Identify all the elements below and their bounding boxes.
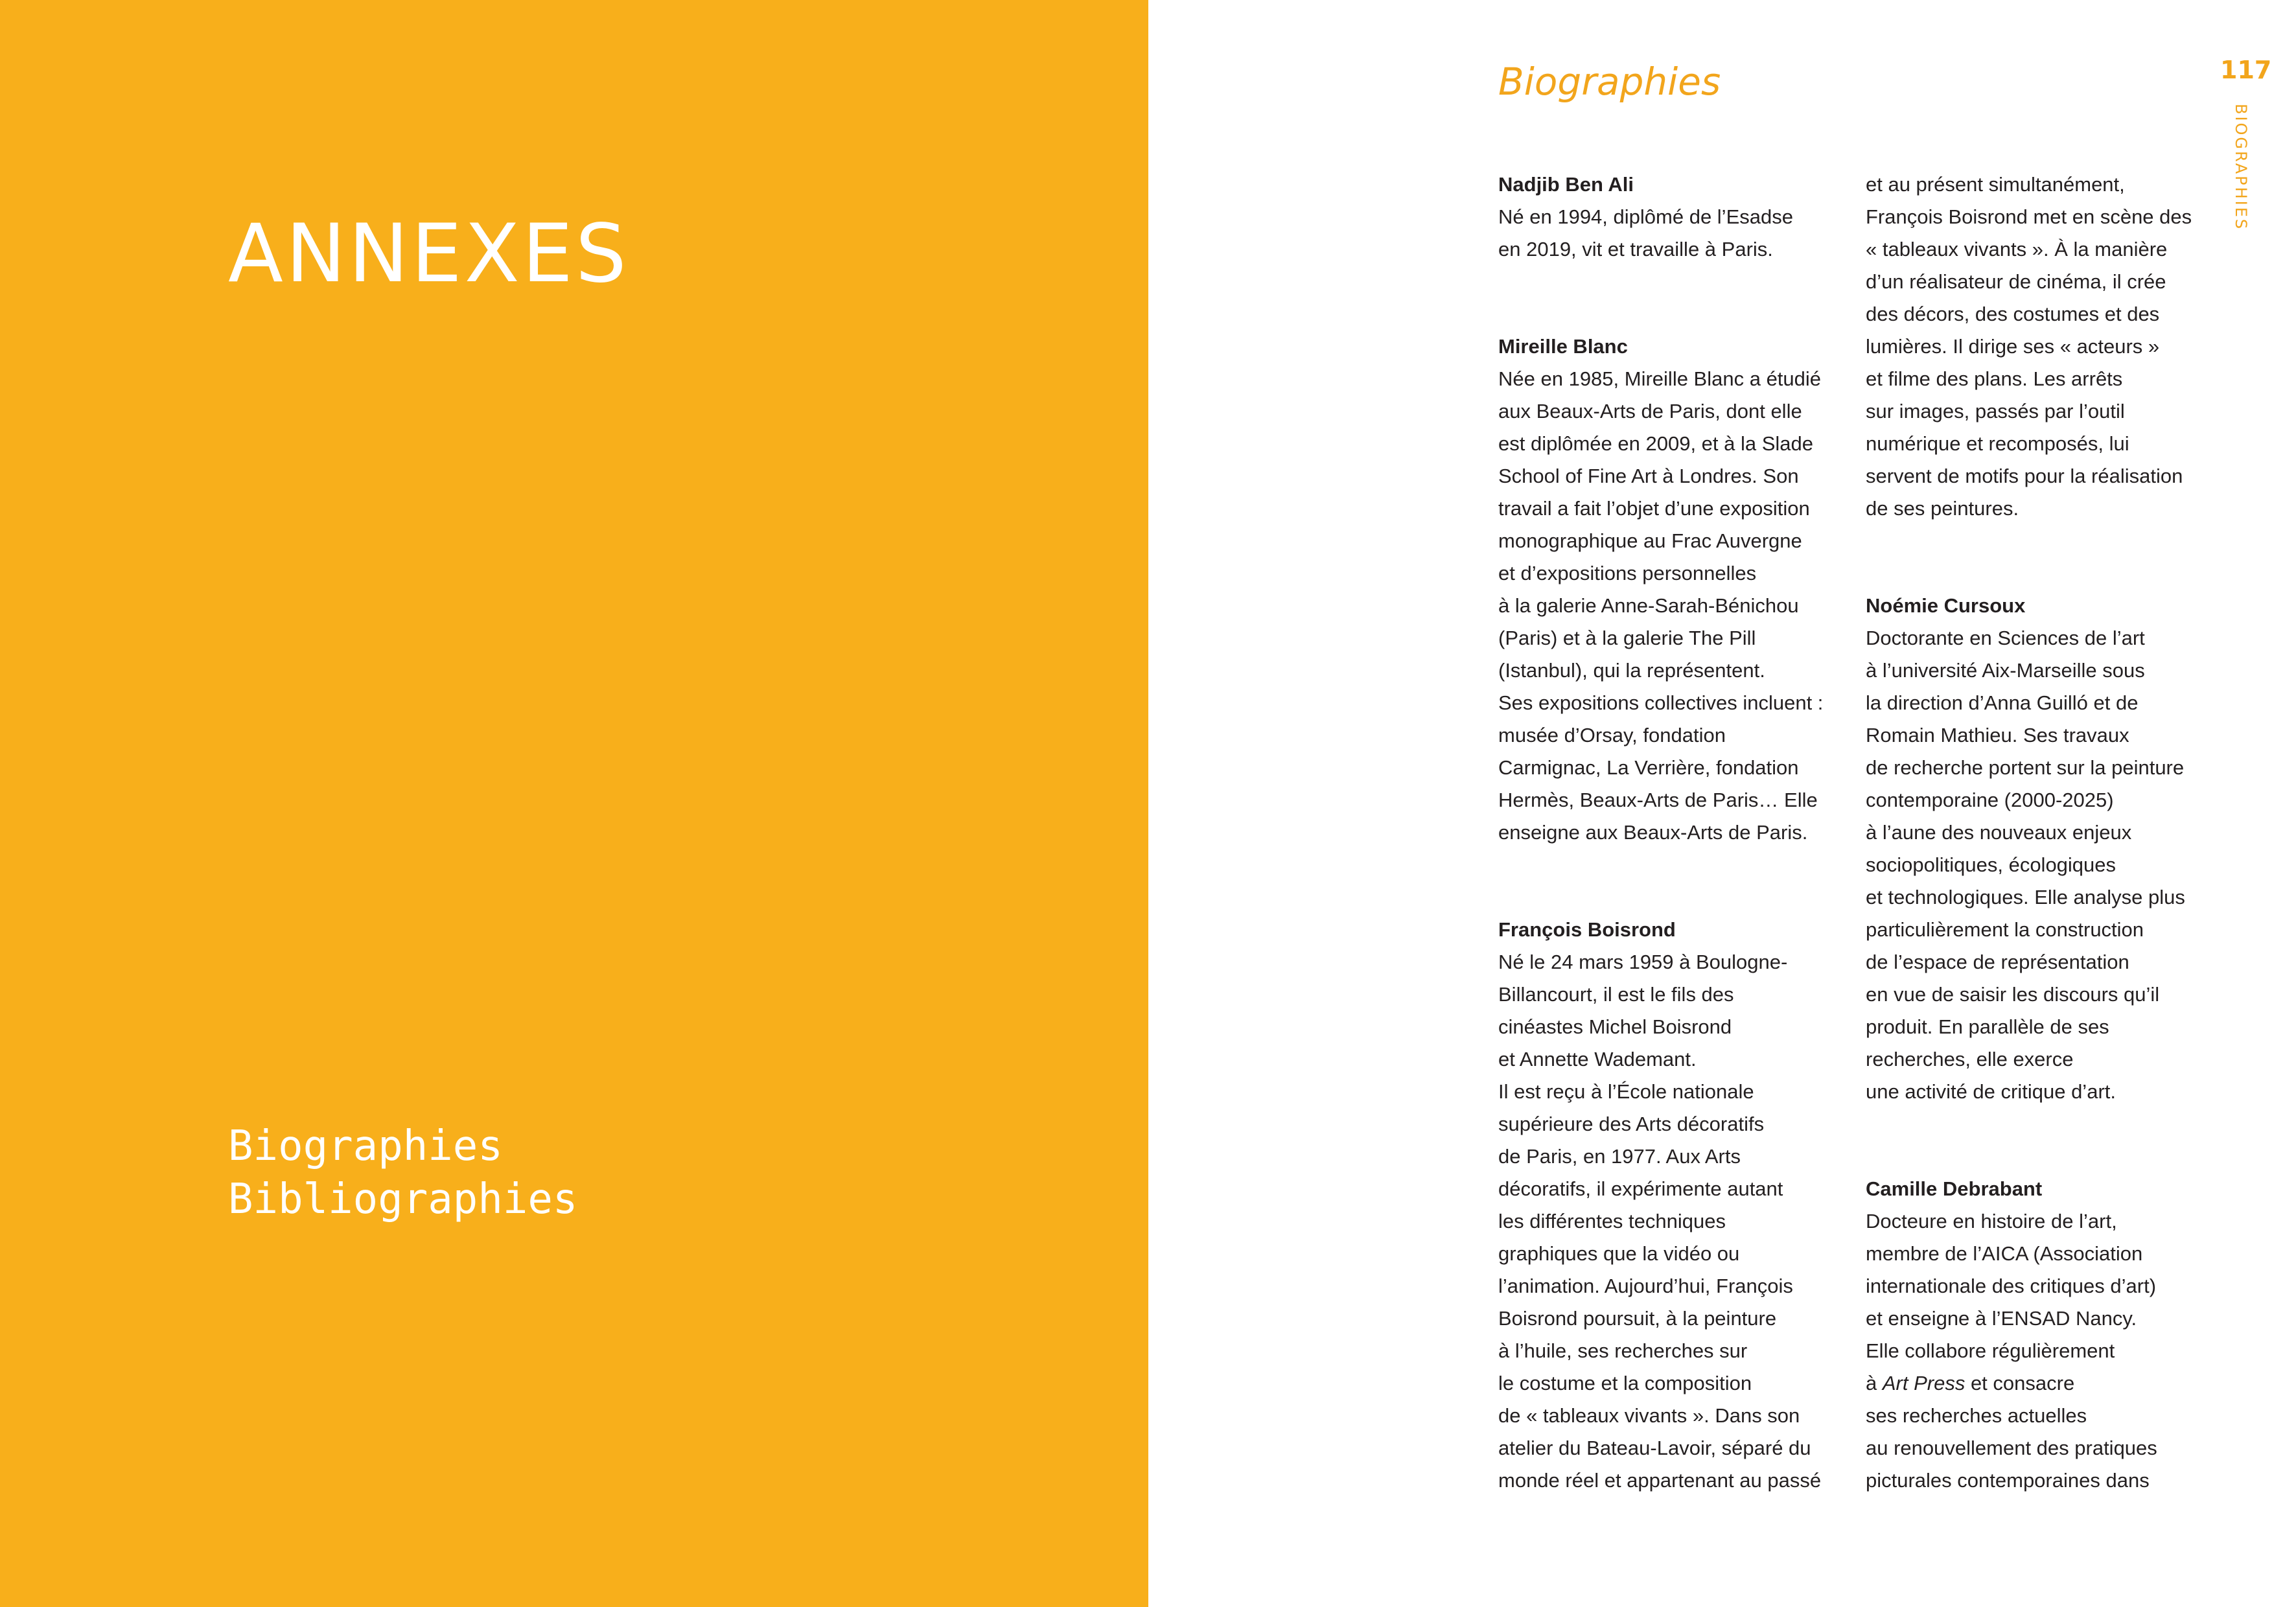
biography-text-line: lumières. Il dirige ses « acteurs »	[1866, 335, 2160, 358]
biography-text-line: graphiques que la vidéo ou	[1498, 1242, 1740, 1265]
biography-text-line: en 2019, vit et travaille à Paris.	[1498, 238, 1773, 260]
biography-name: François Boisrond	[1498, 918, 1676, 941]
biography-text-line: de Paris, en 1977. Aux Arts	[1498, 1145, 1741, 1168]
biography-text-line: particulièrement la construction	[1866, 918, 2144, 941]
biography-text-line: produit. En parallèle de ses	[1866, 1015, 2109, 1038]
biography-text-line: Doctorante en Sciences de l’art	[1866, 627, 2145, 649]
biography-text-line: Ses expositions collectives incluent :	[1498, 691, 1824, 714]
biography-text-line: François Boisrond met en scène des	[1866, 205, 2192, 228]
biography-text-line: servent de motifs pour la réalisation	[1866, 465, 2183, 487]
biography-text-line: Carmignac, La Verrière, fondation	[1498, 756, 1799, 779]
biography-text-line: School of Fine Art à Londres. Son	[1498, 465, 1799, 487]
biography-text-line: à l’aune des nouveaux enjeux	[1866, 821, 2132, 844]
biography-text-line: travail a fait l’objet d’une exposition	[1498, 497, 1810, 520]
biography-text-line: au renouvellement des pratiques	[1866, 1437, 2157, 1459]
biography-entry	[1866, 590, 2216, 1108]
biography-text-line: Elle collabore régulièrement	[1866, 1339, 2115, 1362]
biography-text-line: à Art Press et consacre	[1866, 1372, 2075, 1394]
biography-text-line: atelier du Bateau-Lavoir, séparé du	[1498, 1437, 1811, 1459]
biography-text-line: et filme des plans. Les arrêts	[1866, 367, 2123, 390]
biography-text-line: sociopolitiques, écologiques	[1866, 853, 2116, 876]
biography-text-line: la direction d’Anna Guilló et de	[1866, 691, 2139, 714]
biography-name: Noémie Cursoux	[1866, 594, 2026, 617]
biography-text-line: et au présent simultanément,	[1866, 173, 2125, 196]
biography-text-line: monographique au Frac Auvergne	[1498, 529, 1802, 552]
biography-text-line: les différentes techniques	[1498, 1210, 1726, 1232]
biography-text-line: aux Beaux-Arts de Paris, dont elle	[1498, 400, 1802, 422]
biography-text-line: et Annette Wademant.	[1498, 1048, 1697, 1070]
biography-text-line: (Paris) et à la galerie The Pill	[1498, 627, 1756, 649]
biography-text-line: et d’expositions personnelles	[1498, 562, 1757, 584]
biography-entry	[1498, 330, 1848, 849]
text-column-left	[1498, 168, 1848, 1497]
biography-entry	[1498, 168, 1848, 266]
section-item-bibliographies: Bibliographies	[228, 1175, 578, 1223]
biography-text-line: contemporaine (2000-2025)	[1866, 789, 2114, 811]
right-page	[1148, 0, 2296, 1607]
page-heading: Biographies	[1498, 60, 1721, 104]
biography-text-line: décoratifs, il expérimente autant	[1498, 1177, 1783, 1200]
biography-text-line: supérieure des Arts décoratifs	[1498, 1113, 1765, 1135]
biography-text-line: et technologiques. Elle analyse plus	[1866, 886, 2185, 908]
biography-text-line: l’animation. Aujourd’hui, François	[1498, 1275, 1793, 1297]
biography-text-line: et enseigne à l’ENSAD Nancy.	[1866, 1307, 2137, 1330]
biography-text-line: numérique et recomposés, lui	[1866, 432, 2129, 455]
biography-text-line: Boisrond poursuit, à la peinture	[1498, 1307, 1777, 1330]
biography-text-line: Hermès, Beaux-Arts de Paris… Elle	[1498, 789, 1818, 811]
biography-text-line: Docteure en histoire de l’art,	[1866, 1210, 2117, 1232]
biography-text-line: de ses peintures.	[1866, 497, 2019, 520]
biography-text-line: de l’espace de représentation	[1866, 951, 2129, 973]
biography-entry	[1866, 168, 2216, 525]
biography-text-line: de « tableaux vivants ». Dans son	[1498, 1404, 1800, 1427]
section-list	[228, 1120, 577, 1226]
biography-text-line: Billancourt, il est le fils des	[1498, 983, 1734, 1006]
biography-text-line: à l’huile, ses recherches sur	[1498, 1339, 1748, 1362]
biography-text-line: picturales contemporaines dans	[1866, 1469, 2150, 1492]
text-column-right	[1866, 168, 2216, 1497]
biography-text-line: internationale des critiques d’art)	[1866, 1275, 2157, 1297]
biography-text-line: musée d’Orsay, fondation	[1498, 724, 1726, 746]
publication-title: Art Press	[1882, 1372, 1966, 1394]
biography-text-line: en vue de saisir les discours qu’il	[1866, 983, 2160, 1006]
biography-text-line: est diplômée en 2009, et à la Slade	[1498, 432, 1814, 455]
biography-text-line: enseigne aux Beaux-Arts de Paris.	[1498, 821, 1808, 844]
biography-text-line: à la galerie Anne-Sarah-Bénichou	[1498, 594, 1799, 617]
biography-text-line: Romain Mathieu. Ses travaux	[1866, 724, 2129, 746]
biography-text-line: des décors, des costumes et des	[1866, 303, 2160, 325]
biography-name: Mireille Blanc	[1498, 335, 1628, 358]
biography-name: Nadjib Ben Ali	[1498, 173, 1634, 196]
biography-text-line: cinéastes Michel Boisrond	[1498, 1015, 1732, 1038]
biography-text-line: sur images, passés par l’outil	[1866, 400, 2125, 422]
biography-text-line: Née en 1985, Mireille Blanc a étudié	[1498, 367, 1822, 390]
biography-text-line: le costume et la composition	[1498, 1372, 1752, 1394]
biography-text-line: d’un réalisateur de cinéma, il crée	[1866, 270, 2166, 293]
page-number: 117	[2220, 56, 2272, 84]
annexes-title: ANNEXES	[228, 207, 629, 301]
biography-text-line: une activité de critique d’art.	[1866, 1080, 2116, 1103]
biography-text-line: monde réel et appartenant au passé	[1498, 1469, 1822, 1492]
biography-text-line: Né le 24 mars 1959 à Boulogne-	[1498, 951, 1788, 973]
biography-text-line: « tableaux vivants ». À la manière	[1866, 238, 2168, 260]
biography-text-line: (Istanbul), qui la représentent.	[1498, 659, 1765, 682]
biography-name: Camille Debrabant	[1866, 1177, 2043, 1200]
biography-text-line: recherches, elle exerce	[1866, 1048, 2074, 1070]
biography-text-line: Né en 1994, diplômé de l’Esadse	[1498, 205, 1793, 228]
biography-text-line: membre de l’AICA (Association	[1866, 1242, 2143, 1265]
biography-entry	[1866, 1173, 2216, 1497]
biography-text-line: Il est reçu à l’École nationale	[1498, 1080, 1754, 1103]
running-head: BIOGRAPHIES	[2232, 104, 2250, 231]
biography-text-line: de recherche portent sur la peinture	[1866, 756, 2185, 779]
section-item-biographies: Biographies	[228, 1122, 503, 1170]
biography-entry	[1498, 914, 1848, 1497]
biography-text-line: à l’université Aix-Marseille sous	[1866, 659, 2145, 682]
biography-text-line: ses recherches actuelles	[1866, 1404, 2087, 1427]
